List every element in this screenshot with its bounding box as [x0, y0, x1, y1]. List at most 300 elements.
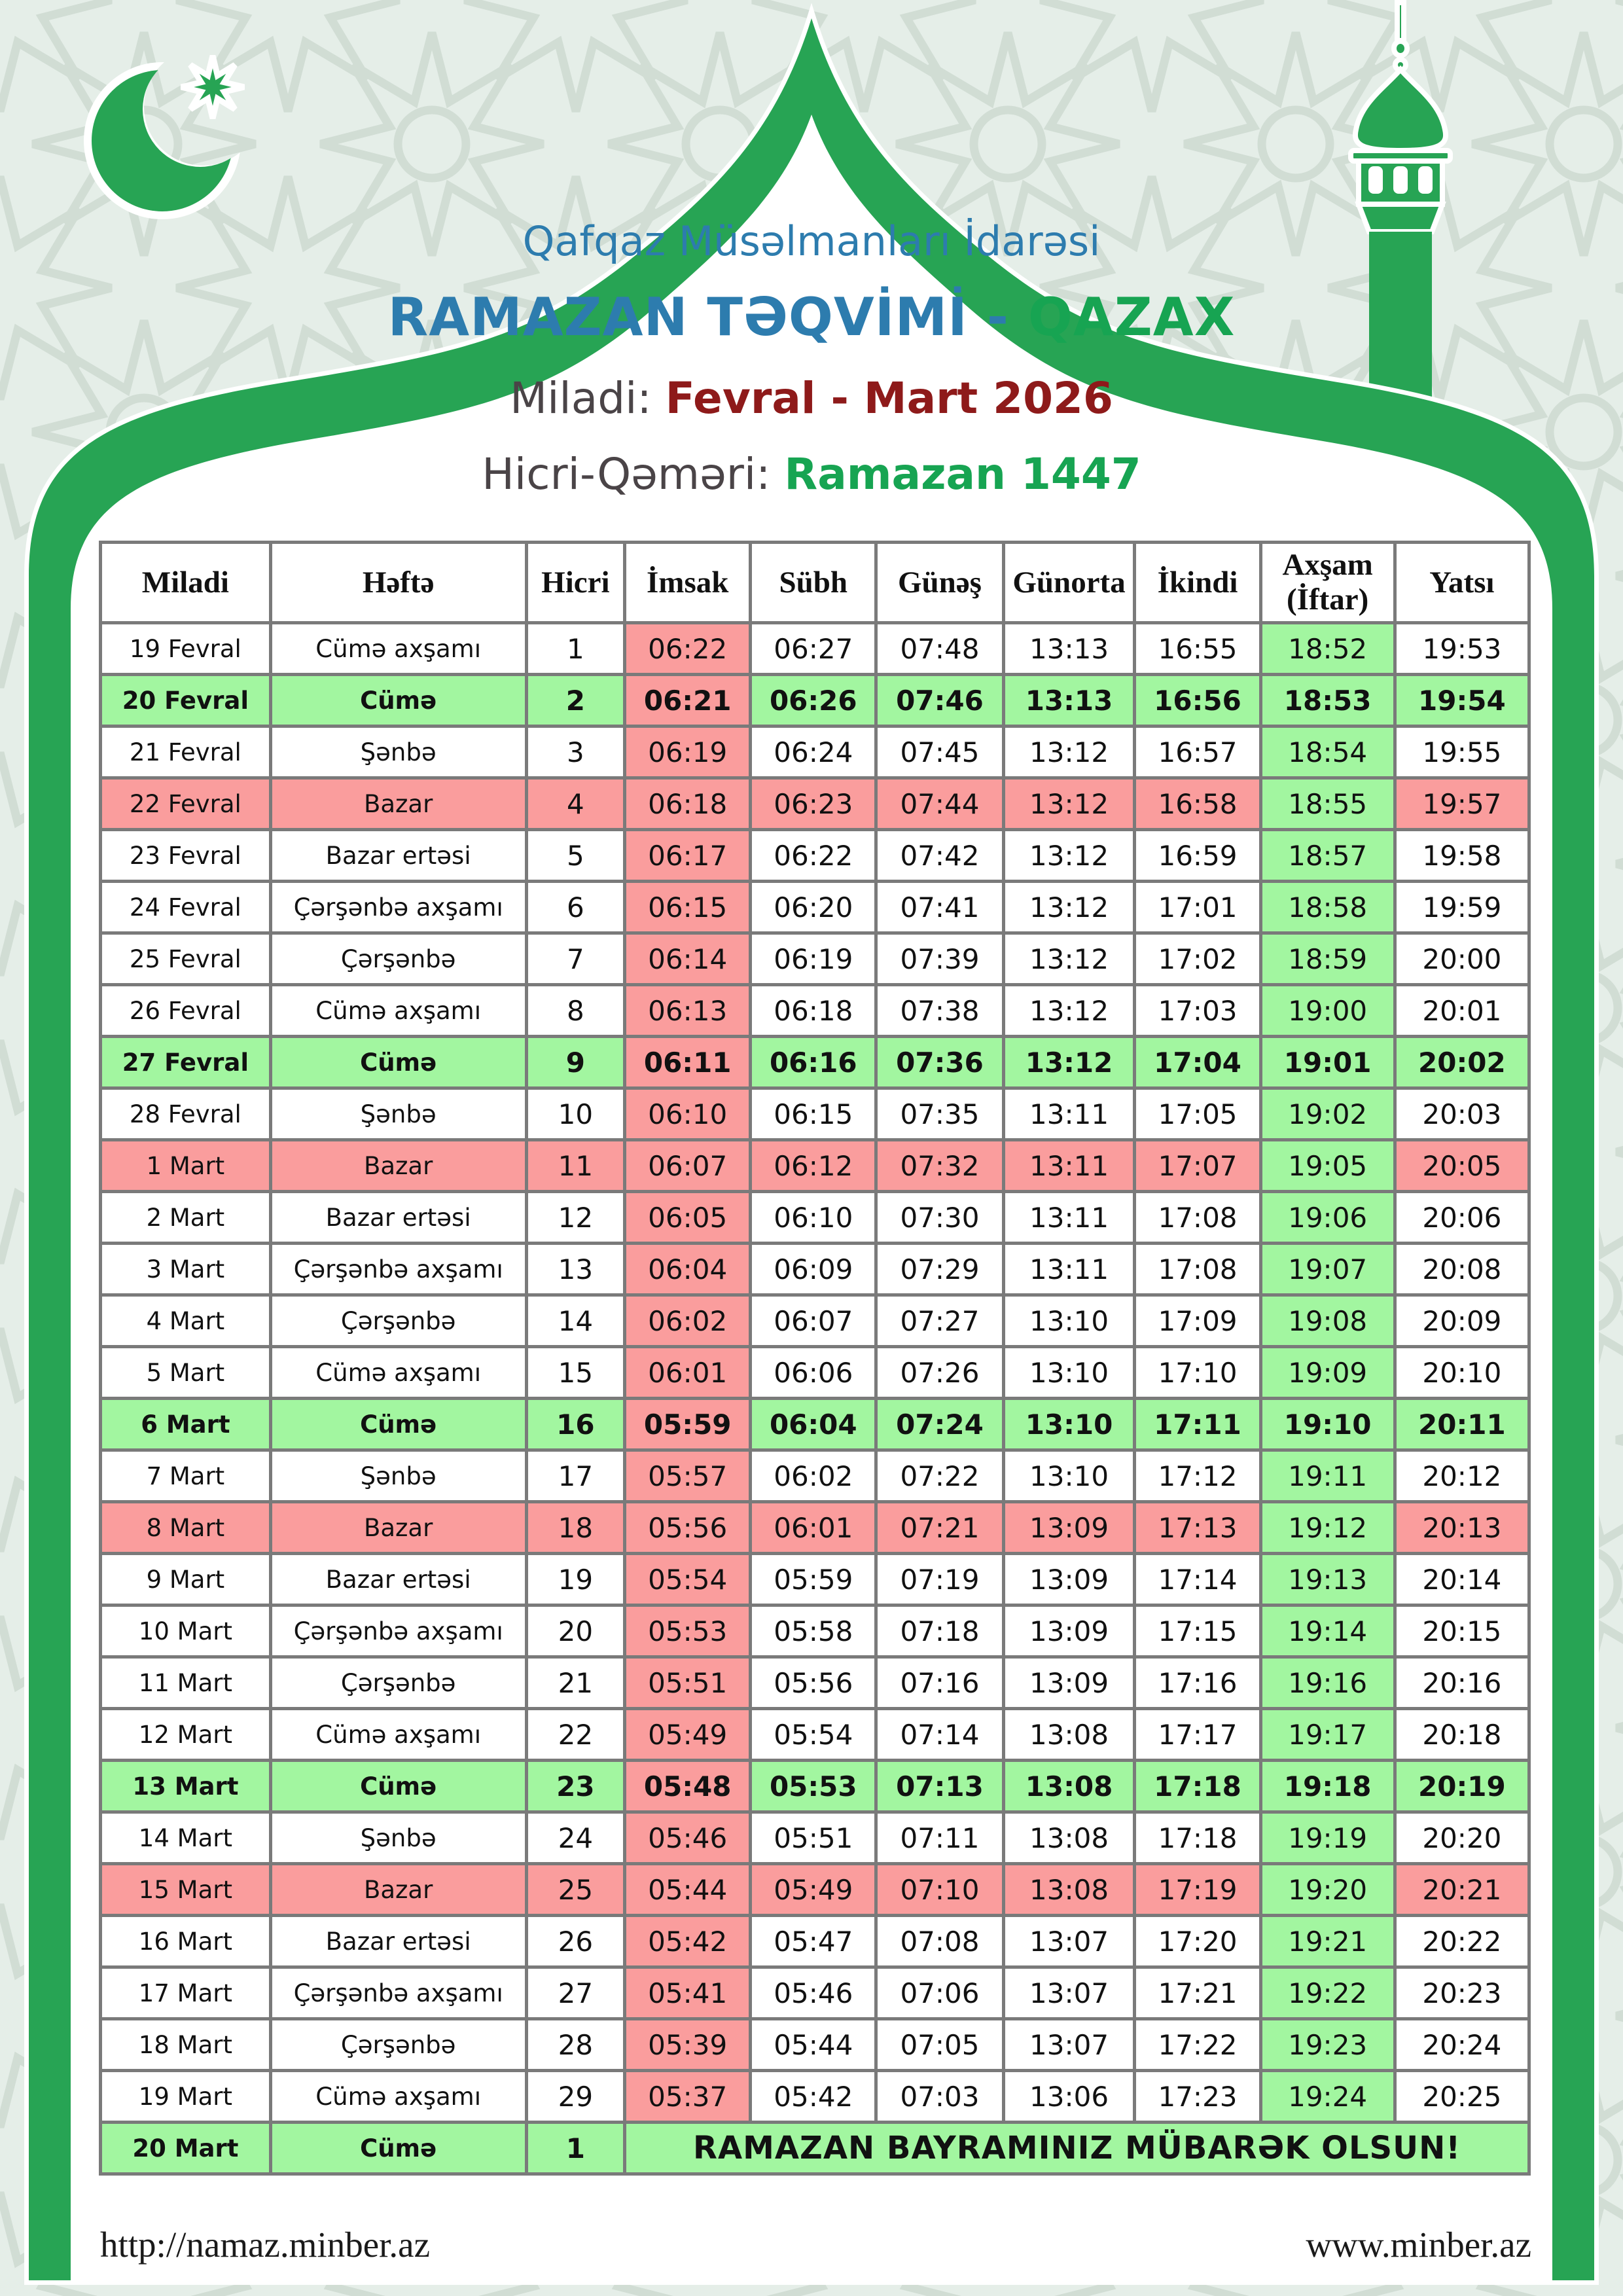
cell-time-gunorta: 13:10 — [1003, 1347, 1135, 1399]
cell-time-imsak: 05:48 — [625, 1761, 751, 1812]
cell-miladi: 18 Mart — [101, 2019, 271, 2071]
cell-time-gunorta: 13:12 — [1003, 882, 1135, 933]
cell-time-gunorta: 13:12 — [1003, 830, 1135, 882]
cell-time-gunes: 07:45 — [876, 726, 1003, 778]
cell-time-yatsi: 20:16 — [1395, 1657, 1529, 1709]
cell-time-imsak: 06:04 — [625, 1244, 751, 1295]
table-row — [101, 1967, 1529, 2019]
cell-time-yatsi: 20:02 — [1395, 1037, 1529, 1088]
table-row — [101, 1502, 1529, 1554]
cell-hefte: Cümə axşamı — [270, 1347, 526, 1399]
cell-time-axsam: 19:11 — [1260, 1450, 1395, 1502]
cell-time-gunes: 07:21 — [876, 1502, 1003, 1554]
cell-time-ikindi: 17:01 — [1135, 882, 1260, 933]
cell-time-gunes: 07:41 — [876, 882, 1003, 933]
cell-time-imsak: 06:05 — [625, 1192, 751, 1244]
cell-time-subh: 06:18 — [751, 985, 876, 1037]
cell-time-subh: 06:04 — [751, 1399, 876, 1450]
cell-time-gunes: 07:19 — [876, 1554, 1003, 1605]
cell-time-ikindi: 17:15 — [1135, 1605, 1260, 1657]
cell-time-gunes: 07:32 — [876, 1140, 1003, 1192]
cell-time-ikindi: 17:23 — [1135, 2071, 1260, 2123]
cell-time-axsam: 19:10 — [1260, 1399, 1395, 1450]
cell-time-subh: 06:16 — [751, 1037, 876, 1088]
cell-time-ikindi: 17:07 — [1135, 1140, 1260, 1192]
cell-time-ikindi: 17:03 — [1135, 985, 1260, 1037]
cell-time-yatsi: 19:57 — [1395, 778, 1529, 830]
cell-time-yatsi: 19:58 — [1395, 830, 1529, 882]
cell-miladi: 28 Fevral — [101, 1088, 271, 1140]
cell-hefte: Cümə axşamı — [270, 623, 526, 675]
cell-time-axsam: 18:54 — [1260, 726, 1395, 778]
table-row — [101, 985, 1529, 1037]
cell-miladi: 2 Mart — [101, 1192, 271, 1244]
hicri-value: Ramazan 1447 — [784, 449, 1141, 499]
cell-time-axsam: 19:09 — [1260, 1347, 1395, 1399]
cell-hicri: 6 — [526, 882, 625, 933]
cell-time-ikindi: 17:05 — [1135, 1088, 1260, 1140]
cell-time-gunes: 07:35 — [876, 1088, 1003, 1140]
cell-time-ikindi: 17:17 — [1135, 1709, 1260, 1761]
cell-hefte: Cümə axşamı — [270, 2071, 526, 2123]
cell-time-yatsi: 19:53 — [1395, 623, 1529, 675]
cell-miladi: 1 Mart — [101, 1140, 271, 1192]
cell-hefte: Çərşənbə — [270, 1657, 526, 1709]
cell-time-axsam: 19:21 — [1260, 1916, 1395, 1967]
cell-time-ikindi: 17:22 — [1135, 2019, 1260, 2071]
cell-time-gunorta: 13:09 — [1003, 1502, 1135, 1554]
crescent-moon-icon — [65, 46, 262, 242]
column-header-2: Hicri — [526, 543, 625, 623]
table-row — [101, 778, 1529, 830]
cell-time-imsak: 05:41 — [625, 1967, 751, 2019]
cell-time-subh: 05:42 — [751, 2071, 876, 2123]
cell-time-subh: 05:58 — [751, 1605, 876, 1657]
cell-time-yatsi: 20:09 — [1395, 1295, 1529, 1347]
cell-time-gunorta: 13:11 — [1003, 1244, 1135, 1295]
cell-miladi: 20 Fevral — [101, 675, 271, 726]
cell-time-yatsi: 20:12 — [1395, 1450, 1529, 1502]
cell-time-axsam: 19:24 — [1260, 2071, 1395, 2123]
cell-time-subh: 05:46 — [751, 1967, 876, 2019]
cell-hicri: 26 — [526, 1916, 625, 1967]
cell-hefte: Çərşənbə — [270, 933, 526, 985]
table-row — [101, 1140, 1529, 1192]
cell-hicri: 17 — [526, 1450, 625, 1502]
cell-hefte: Şənbə — [270, 1088, 526, 1140]
organization-title: Qafqaz Müsəlmanları İdarəsi — [522, 217, 1101, 265]
cell-time-ikindi: 17:21 — [1135, 1967, 1260, 2019]
cell-time-gunorta: 13:09 — [1003, 1554, 1135, 1605]
cell-time-gunes: 07:06 — [876, 1967, 1003, 2019]
cell-hicri: 12 — [526, 1192, 625, 1244]
cell-time-subh: 06:06 — [751, 1347, 876, 1399]
cell-time-imsak: 06:10 — [625, 1088, 751, 1140]
cell-time-yatsi: 20:14 — [1395, 1554, 1529, 1605]
table-row — [101, 1761, 1529, 1812]
cell-time-gunorta: 13:10 — [1003, 1295, 1135, 1347]
cell-miladi: 5 Mart — [101, 1347, 271, 1399]
table-row — [101, 1295, 1529, 1347]
cell-time-axsam: 19:14 — [1260, 1605, 1395, 1657]
cell-time-yatsi: 20:25 — [1395, 2071, 1529, 2123]
cell-time-imsak: 06:21 — [625, 675, 751, 726]
cell-hicri: 28 — [526, 2019, 625, 2071]
column-header-9: Yatsı — [1395, 543, 1529, 623]
cell-time-subh: 06:10 — [751, 1192, 876, 1244]
cell-miladi: 23 Fevral — [101, 830, 271, 882]
cell-time-imsak: 05:51 — [625, 1657, 751, 1709]
cell-time-gunes: 07:24 — [876, 1399, 1003, 1450]
cell-hefte: Cümə — [270, 2123, 526, 2174]
cell-time-gunorta: 13:08 — [1003, 1709, 1135, 1761]
cell-time-axsam: 19:00 — [1260, 985, 1395, 1037]
cell-hicri: 29 — [526, 2071, 625, 2123]
cell-hicri: 9 — [526, 1037, 625, 1088]
column-header-8: Axşam (İftar) — [1260, 543, 1395, 623]
cell-hefte: Bazar — [270, 1502, 526, 1554]
cell-time-imsak: 05:54 — [625, 1554, 751, 1605]
cell-time-ikindi: 17:16 — [1135, 1657, 1260, 1709]
hicri-label: Hicri-Qəməri: — [482, 449, 785, 499]
cell-hefte: Cümə — [270, 1037, 526, 1088]
cell-time-imsak: 06:07 — [625, 1140, 751, 1192]
cell-time-gunes: 07:22 — [876, 1450, 1003, 1502]
cell-miladi: 26 Fevral — [101, 985, 271, 1037]
cell-time-axsam: 19:08 — [1260, 1295, 1395, 1347]
cell-time-subh: 05:49 — [751, 1864, 876, 1916]
cell-hicri: 24 — [526, 1812, 625, 1864]
cell-time-subh: 06:27 — [751, 623, 876, 675]
table-row — [101, 1347, 1529, 1399]
cell-time-gunes: 07:27 — [876, 1295, 1003, 1347]
cell-time-gunorta: 13:13 — [1003, 675, 1135, 726]
table-row — [101, 830, 1529, 882]
cell-hefte: Cümə axşamı — [270, 985, 526, 1037]
cell-miladi: 9 Mart — [101, 1554, 271, 1605]
cell-time-axsam: 19:06 — [1260, 1192, 1395, 1244]
cell-time-ikindi: 17:04 — [1135, 1037, 1260, 1088]
cell-miladi: 19 Mart — [101, 2071, 271, 2123]
cell-time-subh: 06:09 — [751, 1244, 876, 1295]
cell-time-gunes: 07:26 — [876, 1347, 1003, 1399]
cell-time-yatsi: 20:08 — [1395, 1244, 1529, 1295]
cell-time-yatsi: 20:20 — [1395, 1812, 1529, 1864]
cell-time-subh: 06:07 — [751, 1295, 876, 1347]
cell-time-imsak: 05:44 — [625, 1864, 751, 1916]
cell-time-imsak: 06:14 — [625, 933, 751, 985]
column-header-3: İmsak — [625, 543, 751, 623]
cell-time-axsam: 18:59 — [1260, 933, 1395, 985]
cell-time-gunorta: 13:07 — [1003, 1916, 1135, 1967]
cell-time-imsak: 06:13 — [625, 985, 751, 1037]
cell-time-ikindi: 17:08 — [1135, 1192, 1260, 1244]
cell-time-subh: 06:15 — [751, 1088, 876, 1140]
table-row — [101, 1812, 1529, 1864]
cell-time-gunes: 07:38 — [876, 985, 1003, 1037]
cell-hicri: 10 — [526, 1088, 625, 1140]
table-row — [101, 1088, 1529, 1140]
cell-time-gunes: 07:05 — [876, 2019, 1003, 2071]
table-row — [101, 2123, 1529, 2174]
cell-time-yatsi: 20:10 — [1395, 1347, 1529, 1399]
column-header-1: Həftə — [270, 543, 526, 623]
cell-time-yatsi: 20:03 — [1395, 1088, 1529, 1140]
cell-time-subh: 05:54 — [751, 1709, 876, 1761]
cell-time-gunes: 07:08 — [876, 1916, 1003, 1967]
cell-time-yatsi: 20:19 — [1395, 1761, 1529, 1812]
cell-hefte: Çərşənbə axşamı — [270, 1244, 526, 1295]
cell-time-ikindi: 16:59 — [1135, 830, 1260, 882]
footer-right-url: www.minber.az — [1306, 2225, 1531, 2265]
cell-time-ikindi: 17:14 — [1135, 1554, 1260, 1605]
cell-time-yatsi: 20:24 — [1395, 2019, 1529, 2071]
table-row — [101, 1244, 1529, 1295]
cell-time-gunorta: 13:10 — [1003, 1450, 1135, 1502]
cell-time-axsam: 19:23 — [1260, 2019, 1395, 2071]
cell-time-gunes: 07:30 — [876, 1192, 1003, 1244]
cell-time-axsam: 18:58 — [1260, 882, 1395, 933]
cell-time-axsam: 19:05 — [1260, 1140, 1395, 1192]
cell-time-axsam: 19:16 — [1260, 1657, 1395, 1709]
cell-time-ikindi: 17:10 — [1135, 1347, 1260, 1399]
cell-miladi: 14 Mart — [101, 1812, 271, 1864]
cell-time-gunorta: 13:12 — [1003, 933, 1135, 985]
cell-miladi: 24 Fevral — [101, 882, 271, 933]
cell-time-axsam: 19:02 — [1260, 1088, 1395, 1140]
cell-time-ikindi: 16:55 — [1135, 623, 1260, 675]
poster-title — [170, 287, 1453, 348]
hijri-date-line — [170, 449, 1453, 499]
cell-time-subh: 06:19 — [751, 933, 876, 985]
cell-hicri: 15 — [526, 1347, 625, 1399]
cell-miladi: 17 Mart — [101, 1967, 271, 2019]
cell-time-imsak: 06:22 — [625, 623, 751, 675]
cell-time-ikindi: 17:18 — [1135, 1812, 1260, 1864]
cell-time-subh: 05:59 — [751, 1554, 876, 1605]
cell-time-imsak: 06:17 — [625, 830, 751, 882]
table-row — [101, 1037, 1529, 1088]
cell-time-subh: 06:12 — [751, 1140, 876, 1192]
cell-time-axsam: 19:12 — [1260, 1502, 1395, 1554]
cell-time-ikindi: 17:08 — [1135, 1244, 1260, 1295]
cell-hicri: 1 — [526, 2123, 625, 2174]
cell-time-gunorta: 13:10 — [1003, 1399, 1135, 1450]
cell-time-gunes: 07:46 — [876, 675, 1003, 726]
poster-title-city: QAZAX — [1027, 287, 1236, 348]
cell-time-imsak: 06:19 — [625, 726, 751, 778]
cell-time-yatsi: 20:13 — [1395, 1502, 1529, 1554]
cell-time-yatsi: 19:55 — [1395, 726, 1529, 778]
table-row — [101, 2071, 1529, 2123]
cell-time-imsak: 05:39 — [625, 2019, 751, 2071]
cell-time-imsak: 05:37 — [625, 2071, 751, 2123]
cell-hefte: Şənbə — [270, 1450, 526, 1502]
cell-time-gunorta: 13:13 — [1003, 623, 1135, 675]
cell-time-gunes: 07:44 — [876, 778, 1003, 830]
table-row — [101, 1450, 1529, 1502]
cell-hefte: Bazar — [270, 1140, 526, 1192]
cell-time-yatsi: 20:06 — [1395, 1192, 1529, 1244]
table-row — [101, 1605, 1529, 1657]
table-row — [101, 1192, 1529, 1244]
cell-time-yatsi: 19:54 — [1395, 675, 1529, 726]
table-row — [101, 1916, 1529, 1967]
cell-hicri: 14 — [526, 1295, 625, 1347]
cell-time-ikindi: 17:20 — [1135, 1916, 1260, 1967]
cell-time-yatsi: 20:21 — [1395, 1864, 1529, 1916]
cell-time-gunes: 07:36 — [876, 1037, 1003, 1088]
cell-time-gunes: 07:16 — [876, 1657, 1003, 1709]
cell-miladi: 10 Mart — [101, 1605, 271, 1657]
cell-time-gunorta: 13:07 — [1003, 2019, 1135, 2071]
cell-miladi: 13 Mart — [101, 1761, 271, 1812]
cell-hicri: 19 — [526, 1554, 625, 1605]
miladi-label: Miladi: — [510, 373, 666, 423]
cell-time-gunorta: 13:12 — [1003, 985, 1135, 1037]
cell-miladi: 4 Mart — [101, 1295, 271, 1347]
cell-time-gunes: 07:39 — [876, 933, 1003, 985]
cell-hefte: Çərşənbə axşamı — [270, 882, 526, 933]
cell-time-imsak: 06:11 — [625, 1037, 751, 1088]
cell-time-gunorta: 13:09 — [1003, 1657, 1135, 1709]
cell-time-gunorta: 13:12 — [1003, 726, 1135, 778]
poster-title-main: RAMAZAN TƏQVİMİ - — [387, 287, 1028, 348]
cell-time-subh: 06:26 — [751, 675, 876, 726]
cell-time-ikindi: 17:11 — [1135, 1399, 1260, 1450]
cell-time-ikindi: 16:56 — [1135, 675, 1260, 726]
cell-time-gunorta: 13:12 — [1003, 1037, 1135, 1088]
cell-hefte: Bazar ertəsi — [270, 1554, 526, 1605]
footer-left-url: http://namaz.minber.az — [100, 2225, 430, 2265]
cell-hefte: Cümə — [270, 1399, 526, 1450]
cell-hicri: 20 — [526, 1605, 625, 1657]
cell-time-axsam: 19:13 — [1260, 1554, 1395, 1605]
cell-hefte: Çərşənbə axşamı — [270, 1605, 526, 1657]
cell-time-axsam: 19:17 — [1260, 1709, 1395, 1761]
cell-hefte: Cümə axşamı — [270, 1709, 526, 1761]
cell-time-yatsi: 19:59 — [1395, 882, 1529, 933]
cell-time-yatsi: 20:23 — [1395, 1967, 1529, 2019]
cell-time-imsak: 05:56 — [625, 1502, 751, 1554]
cell-time-imsak: 06:02 — [625, 1295, 751, 1347]
cell-time-ikindi: 17:02 — [1135, 933, 1260, 985]
cell-time-subh: 06:20 — [751, 882, 876, 933]
cell-time-gunorta: 13:08 — [1003, 1812, 1135, 1864]
cell-time-gunes: 07:29 — [876, 1244, 1003, 1295]
column-header-4: Sübh — [751, 543, 876, 623]
column-header-7: İkindi — [1135, 543, 1260, 623]
cell-time-gunorta: 13:11 — [1003, 1088, 1135, 1140]
cell-time-gunorta: 13:11 — [1003, 1140, 1135, 1192]
cell-time-gunes: 07:14 — [876, 1709, 1003, 1761]
cell-miladi: 21 Fevral — [101, 726, 271, 778]
cell-time-gunorta: 13:07 — [1003, 1967, 1135, 2019]
star-icon — [181, 56, 244, 118]
cell-hefte: Bazar — [270, 778, 526, 830]
cell-hicri: 4 — [526, 778, 625, 830]
cell-time-ikindi: 17:18 — [1135, 1761, 1260, 1812]
cell-time-imsak: 06:18 — [625, 778, 751, 830]
cell-hefte: Cümə — [270, 1761, 526, 1812]
cell-miladi: 15 Mart — [101, 1864, 271, 1916]
cell-time-imsak: 05:42 — [625, 1916, 751, 1967]
cell-hicri: 3 — [526, 726, 625, 778]
cell-hefte: Çərşənbə — [270, 2019, 526, 2071]
cell-time-gunes: 07:03 — [876, 2071, 1003, 2123]
cell-time-axsam: 19:22 — [1260, 1967, 1395, 2019]
cell-hefte: Çərşənbə — [270, 1295, 526, 1347]
cell-time-subh: 06:24 — [751, 726, 876, 778]
cell-hefte: Bazar ertəsi — [270, 1916, 526, 1967]
cell-time-yatsi: 20:01 — [1395, 985, 1529, 1037]
cell-time-gunes: 07:11 — [876, 1812, 1003, 1864]
table-row — [101, 623, 1529, 675]
cell-time-gunes: 07:42 — [876, 830, 1003, 882]
cell-hicri: 18 — [526, 1502, 625, 1554]
cell-time-ikindi: 16:58 — [1135, 778, 1260, 830]
cell-hicri: 8 — [526, 985, 625, 1037]
cell-time-yatsi: 20:05 — [1395, 1140, 1529, 1192]
cell-time-subh: 06:01 — [751, 1502, 876, 1554]
cell-time-yatsi: 20:00 — [1395, 933, 1529, 985]
cell-miladi: 12 Mart — [101, 1709, 271, 1761]
cell-time-yatsi: 20:15 — [1395, 1605, 1529, 1657]
cell-time-ikindi: 17:19 — [1135, 1864, 1260, 1916]
table-row — [101, 1657, 1529, 1709]
cell-time-gunes: 07:13 — [876, 1761, 1003, 1812]
column-header-0: Miladi — [101, 543, 271, 623]
cell-hefte: Bazar ertəsi — [270, 1192, 526, 1244]
miladi-value: Fevral - Mart 2026 — [665, 373, 1113, 423]
cell-hicri: 5 — [526, 830, 625, 882]
table-row — [101, 882, 1529, 933]
cell-time-imsak: 05:49 — [625, 1709, 751, 1761]
table-row — [101, 933, 1529, 985]
cell-time-subh: 05:51 — [751, 1812, 876, 1864]
cell-time-gunes: 07:18 — [876, 1605, 1003, 1657]
cell-time-yatsi: 20:22 — [1395, 1916, 1529, 1967]
table-row — [101, 1864, 1529, 1916]
cell-time-subh: 06:02 — [751, 1450, 876, 1502]
cell-time-axsam: 19:20 — [1260, 1864, 1395, 1916]
table-row — [101, 2019, 1529, 2071]
cell-hefte: Bazar — [270, 1864, 526, 1916]
cell-time-subh: 05:56 — [751, 1657, 876, 1709]
cell-hicri: 25 — [526, 1864, 625, 1916]
cell-time-axsam: 18:52 — [1260, 623, 1395, 675]
cell-time-axsam: 19:07 — [1260, 1244, 1395, 1295]
cell-hicri: 27 — [526, 1967, 625, 2019]
cell-time-gunes: 07:48 — [876, 623, 1003, 675]
cell-miladi: 22 Fevral — [101, 778, 271, 830]
cell-time-gunorta: 13:09 — [1003, 1605, 1135, 1657]
cell-time-gunes: 07:10 — [876, 1864, 1003, 1916]
cell-miladi: 6 Mart — [101, 1399, 271, 1450]
cell-miladi: 7 Mart — [101, 1450, 271, 1502]
cell-time-subh: 05:47 — [751, 1916, 876, 1967]
cell-miladi: 25 Fevral — [101, 933, 271, 985]
cell-hicri: 11 — [526, 1140, 625, 1192]
cell-time-imsak: 06:15 — [625, 882, 751, 933]
cell-time-subh: 05:53 — [751, 1761, 876, 1812]
cell-miladi: 8 Mart — [101, 1502, 271, 1554]
table-header-row — [101, 543, 1529, 623]
cell-time-ikindi: 17:12 — [1135, 1450, 1260, 1502]
cell-time-imsak: 05:59 — [625, 1399, 751, 1450]
cell-time-axsam: 19:01 — [1260, 1037, 1395, 1088]
table-row — [101, 1399, 1529, 1450]
